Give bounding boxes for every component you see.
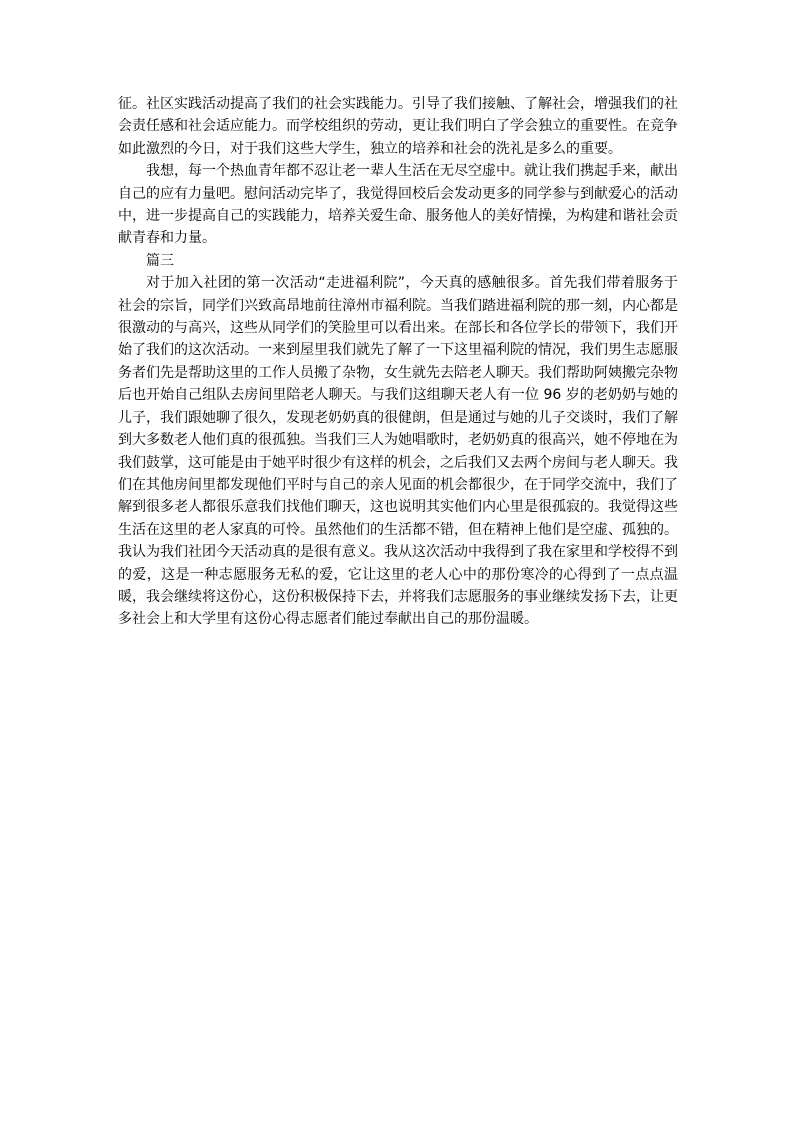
section-heading: 篇三 [146, 252, 174, 269]
document-page [118, 93, 678, 631]
body-paragraph-1: 征。社区实践活动提高了我们的社会实践能力。引导了我们接触、了解社会，增强我们的社会责任感和社会适应能力。而学校组织的劳动，更让我们明白了学会独立的重要性。在竞争如此激烈的今日，对于我们这些大学生，独立的培养和社会的洗礼是多么的重要。 [118, 96, 678, 157]
body-paragraph-2: 我想，每一个热血青年都不忍让老一辈人生活在无尽空虚中。就让我们携起手来，献出自己的应有力量吧。慰问活动完毕了，我觉得回校后会发动更多的同学参与到献爱心的活动中，进一步提高自己的实践能力，培养关爱生命、服务他人的美好情操，为构建和谐社会贡献青春和力量。 [118, 163, 678, 247]
section-paragraph: 对于加入社团的第一次活动“走进福利院”，今天真的感触很多。首先我们带着服务于社会的宗旨，同学们兴致高昂地前往漳州市福利院。当我们踏进福利院的那一刻，内心都是很激动的与高兴，这些从同学们的笑脸里可以看出来。在部长和各位学长的带领下，我们开始了我们的这次活动。一来到屋里我们就先了解了一下这里福利院的情况，我们男生志愿服务者们先是帮助这里的工作人员搬了杂物，女生就先去陪老人聊天。我们帮助阿姨搬完杂物后也开始自己组队去房间里陪老人聊天。与我们这组聊天老人有一位 96 岁的老奶奶与她的儿子，我们跟她聊了很久，发现老奶奶真的很健朗，但是通过与她的儿子交谈时，我们了解到大多数老人他们真的很孤独。当我们三人为她唱歌时，老奶奶真的很高兴，她不停地在为我们鼓掌，这可能是由于她平时很少有这样的机会，之后我们又去两个房间与老人聊天。我们在其他房间里都发现他们平时与自己的亲人见面的机会都很少，在于同学交流中，我们了解到很多老人都很乐意我们找他们聊天，这也说明其实他们内心里是很孤寂的。我觉得这些生活在这里的老人家真的可怜。虽然他们的生活都不错，但在精神上他们是空虚、孤独的。我认为我们社团今天活动真的是很有意义。我从这次活动中我得到了我在家里和学校得不到的爱，这是一种志愿服务无私的爱，它让这里的老人心中的那份寒冷的心得到了一点点温暖，我会继续将这份心，这份积极保持下去，并将我们志愿服务的事业继续发扬下去，让更多社会上和大学里有这份心得志愿者们能过奉献出自己的那份温暖。 [118, 275, 678, 628]
